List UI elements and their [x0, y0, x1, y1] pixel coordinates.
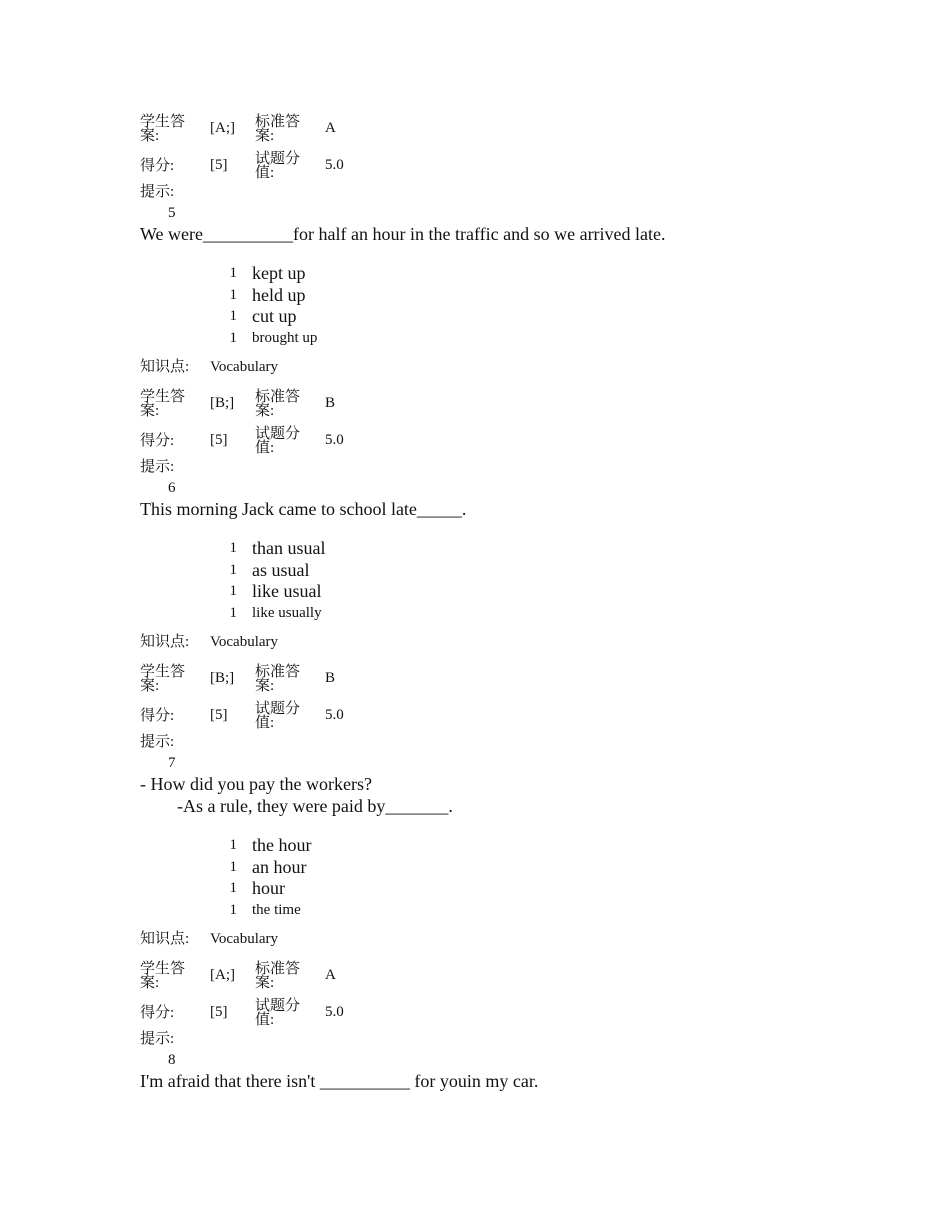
question-text: - How did you pay the workers? [140, 774, 372, 794]
question-text-line-2: -As a rule, they were paid by_______. [177, 796, 453, 816]
question-number: 7 [168, 755, 176, 771]
option-text: cut up [252, 306, 297, 327]
document [140, 110, 840, 1092]
standard-answer-value: A [325, 967, 336, 983]
question-text: I'm afraid that there isn't __________ for youin my car. [140, 1071, 539, 1091]
question-text: This morning Jack came to school late_____. [140, 499, 467, 519]
knowledge-value: Vocabulary [210, 930, 279, 947]
item-value-label: 试题分值: [255, 150, 301, 181]
question-number: 8 [168, 1052, 176, 1068]
score-label: 得分: [140, 157, 175, 174]
score-row [140, 422, 840, 459]
option-text: than usual [252, 538, 326, 559]
option-item[interactable] [140, 328, 840, 350]
standard-answer-label: 标准答案: [255, 663, 301, 694]
item-value-label: 试题分值: [255, 997, 301, 1028]
option-item[interactable] [140, 285, 840, 307]
option-text: an hour [252, 856, 307, 877]
option-marker: 1 [229, 583, 237, 600]
option-marker: 1 [229, 540, 237, 557]
option-marker: 1 [229, 837, 237, 854]
standard-answer-label: 标准答案: [255, 960, 301, 991]
hint-label: 提示: [140, 734, 175, 750]
standard-answer-value: A [325, 120, 336, 136]
knowledge-label: 知识点: [140, 634, 190, 650]
option-text: kept up [252, 263, 306, 284]
knowledge-row [140, 624, 840, 660]
option-marker: 1 [229, 265, 237, 282]
option-text: the hour [252, 835, 312, 856]
option-list [140, 263, 840, 349]
option-list [140, 835, 840, 921]
question-text: We were__________for half an hour in the traffic and so we arrived late. [140, 224, 666, 244]
option-text: like usually [252, 604, 322, 621]
option-text: as usual [252, 559, 310, 580]
student-answer-label: 学生答案: [140, 663, 186, 694]
score-row [140, 697, 840, 734]
standard-answer-value: B [325, 395, 336, 411]
standard-answer-label: 标准答案: [255, 388, 301, 419]
answer-row [140, 385, 840, 422]
option-list [140, 538, 840, 624]
answer-row [140, 660, 840, 697]
score-value: [5] [210, 157, 228, 173]
option-marker: 1 [229, 286, 237, 303]
option-marker: 1 [229, 858, 237, 875]
option-text: held up [252, 284, 306, 305]
student-answer-label: 学生答案: [140, 960, 186, 991]
student-answer-value: [B;] [210, 670, 235, 686]
hint-label: 提示: [140, 459, 175, 475]
option-item[interactable] [140, 263, 840, 285]
option-item[interactable] [140, 560, 840, 582]
student-answer-value: [B;] [210, 395, 235, 411]
knowledge-value: Vocabulary [210, 358, 279, 375]
score-value: [5] [210, 707, 228, 723]
score-label: 得分: [140, 432, 175, 449]
score-row [140, 147, 840, 184]
item-value-value: 5.0 [325, 707, 344, 723]
knowledge-label: 知识点: [140, 359, 190, 375]
option-item[interactable] [140, 835, 840, 857]
knowledge-row [140, 349, 840, 385]
option-text: the time [252, 901, 301, 918]
option-marker: 1 [229, 604, 237, 621]
option-text: hour [252, 878, 285, 899]
item-value-label: 试题分值: [255, 425, 301, 456]
option-item[interactable] [140, 306, 840, 328]
option-item[interactable] [140, 900, 840, 922]
option-text: brought up [252, 329, 318, 346]
item-value-value: 5.0 [325, 432, 344, 448]
option-item[interactable] [140, 581, 840, 603]
item-value-value: 5.0 [325, 1004, 344, 1020]
item-value-label: 试题分值: [255, 700, 301, 731]
knowledge-value: Vocabulary [210, 633, 279, 650]
score-row [140, 994, 840, 1031]
hint-label: 提示: [140, 1031, 175, 1047]
option-item[interactable] [140, 603, 840, 625]
option-marker: 1 [229, 308, 237, 325]
student-answer-value: [A;] [210, 120, 235, 136]
student-answer-label: 学生答案: [140, 388, 186, 419]
answer-row [140, 957, 840, 994]
answer-row [140, 110, 840, 147]
score-label: 得分: [140, 707, 175, 724]
option-marker: 1 [229, 561, 237, 578]
option-item[interactable] [140, 538, 840, 560]
standard-answer-value: B [325, 670, 336, 686]
score-label: 得分: [140, 1004, 175, 1021]
option-text: like usual [252, 581, 322, 602]
hint-label: 提示: [140, 184, 175, 200]
option-marker: 1 [229, 329, 237, 346]
option-item[interactable] [140, 857, 840, 879]
score-value: [5] [210, 432, 228, 448]
question-number: 6 [168, 480, 176, 496]
option-marker: 1 [229, 880, 237, 897]
question-number: 5 [168, 205, 176, 221]
student-answer-label: 学生答案: [140, 113, 186, 144]
student-answer-value: [A;] [210, 967, 235, 983]
item-value-value: 5.0 [325, 157, 344, 173]
score-value: [5] [210, 1004, 228, 1020]
option-marker: 1 [229, 901, 237, 918]
knowledge-row [140, 921, 840, 957]
option-item[interactable] [140, 878, 840, 900]
standard-answer-label: 标准答案: [255, 113, 301, 144]
knowledge-label: 知识点: [140, 931, 190, 947]
